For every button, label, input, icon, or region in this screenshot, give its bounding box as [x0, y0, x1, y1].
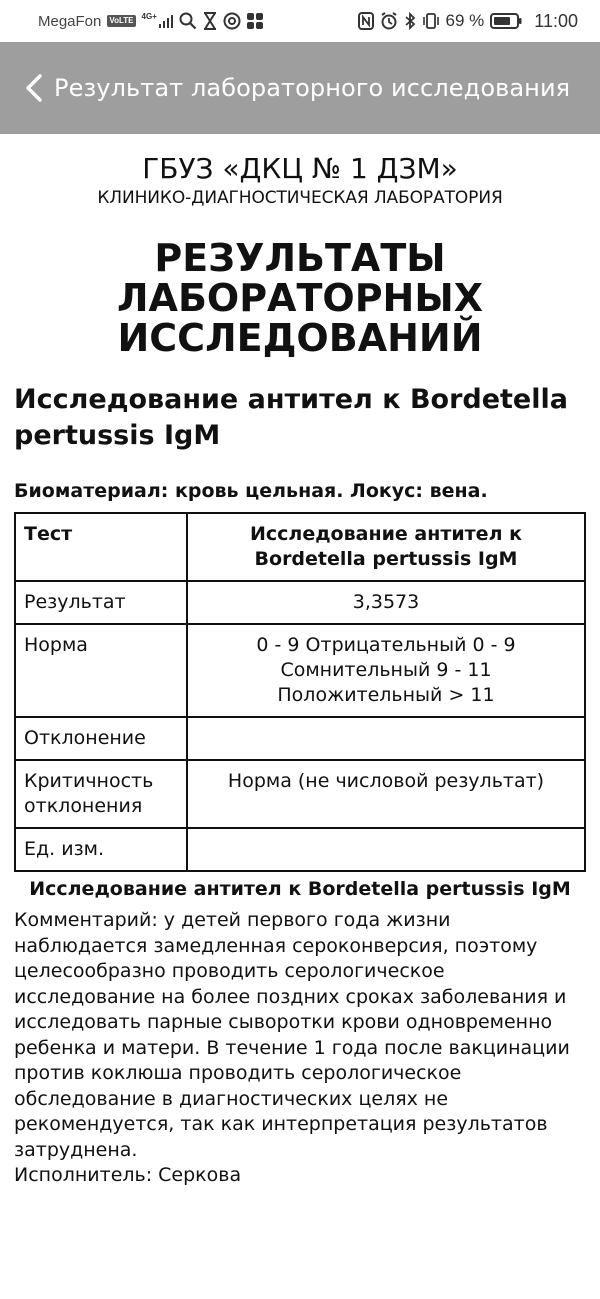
table-row — [15, 828, 585, 871]
hourglass-icon — [203, 12, 217, 30]
vibrate-icon — [422, 12, 440, 30]
organization-name: ГБУЗ «ДКЦ № 1 ДЗМ» — [142, 152, 458, 185]
apps-icon — [247, 13, 263, 29]
alarm-icon — [380, 12, 398, 30]
bluetooth-icon — [404, 12, 416, 30]
results-table — [14, 512, 586, 872]
table-row — [15, 760, 585, 828]
row-value-criticality: Норма (не числовой результат) — [187, 760, 585, 828]
row-value-deviation — [187, 717, 585, 760]
carrier-name: MegaFon — [38, 12, 102, 30]
row-value-norm — [187, 624, 585, 717]
volte-badge: VoLTE — [109, 16, 134, 25]
status-right — [358, 11, 578, 32]
biomaterial-info: Биоматериал: кровь цельная. Локус: вена. — [14, 480, 488, 502]
table-header-value: Исследование антител к Bordetella pertussis IgM — [187, 513, 585, 581]
table-row — [15, 581, 585, 624]
test-title: Исследование антител к Bordetella pertussis IgM — [14, 384, 568, 451]
at-sign-icon — [223, 12, 241, 30]
norm-line: 0 - 9 Отрицательный 0 - 9 — [256, 634, 516, 656]
row-label-norm: Норма — [15, 624, 187, 717]
search-icon — [179, 12, 197, 30]
row-label-units: Ед. изм. — [15, 828, 187, 871]
comment-text: Комментарий: у детей первого года жизни наблюдается замедленная сероконверсия, поэтому целесообразно проводить серологическое исследование на более поздних сроках заболевания и исследовать парные сыворотки крови одновременно ребенка и матери. В течение 1 года после вакцинации против коклюша проводить серологическое обследование в диагностических целях не рекомендуется, так как интерпретация результатов затруднена. — [14, 909, 570, 1161]
screen-title: Результат лабораторного исследования — [54, 74, 571, 102]
app-bar — [0, 42, 600, 134]
table-caption: Исследование антител к Bordetella pertussis IgM — [29, 878, 571, 900]
report-content — [0, 152, 600, 1188]
status-left — [38, 12, 263, 30]
organization-subtitle: КЛИНИКО-ДИАГНОСТИЧЕСКАЯ ЛАБОРАТОРИЯ — [97, 188, 503, 208]
table-header-row — [15, 513, 585, 581]
table-row — [15, 717, 585, 760]
battery-percent: 69 % — [445, 11, 485, 30]
row-label-deviation: Отклонение — [15, 717, 187, 760]
network-type: 4G+ — [141, 11, 157, 21]
norm-line: Сомнительный 9 - 11 — [280, 659, 492, 681]
status-bar — [0, 0, 600, 42]
signal-icon — [159, 14, 173, 28]
table-row — [15, 624, 585, 717]
clock: 11:00 — [534, 10, 578, 31]
table-header-label: Тест — [15, 513, 187, 581]
row-label-criticality: Критичность отклонения — [15, 760, 187, 828]
executor-text: Исполнитель: Серкова — [14, 1164, 242, 1186]
row-value-units — [187, 828, 585, 871]
row-value-result: 3,3573 — [187, 581, 585, 624]
nfc-icon — [358, 12, 374, 30]
battery-icon — [490, 13, 522, 29]
norm-line: Положительный > 11 — [277, 684, 495, 706]
row-label-result: Результат — [15, 581, 187, 624]
chevron-left-icon[interactable] — [22, 72, 46, 104]
document-title: РЕЗУЛЬТАТЫ ЛАБОРАТОРНЫХ ИССЛЕДОВАНИЙ — [116, 236, 484, 360]
